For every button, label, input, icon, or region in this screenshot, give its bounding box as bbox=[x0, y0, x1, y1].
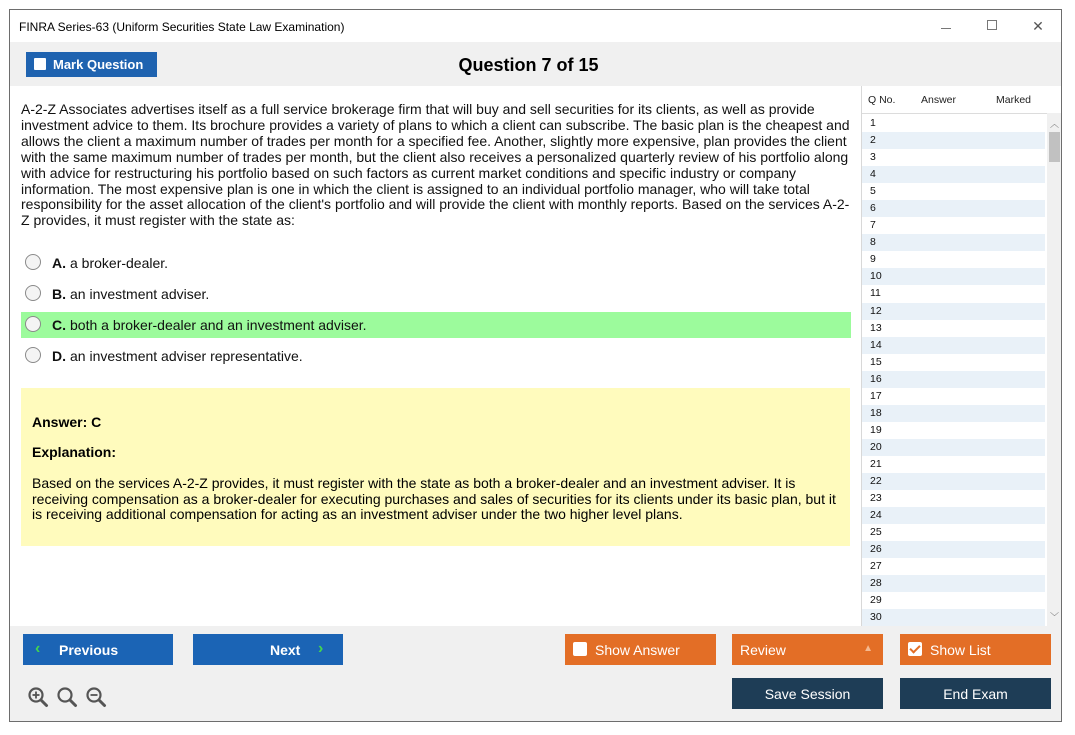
question-text: A-2-Z Associates advertises itself as a full service brokerage firm that will buy and sell securities for its clients, as well as provide investment advice to them. Its brochure provides a variety of plans to which a client can subscribe. The basic plan is the cheapest and allows the client a maximum number of trades per month for a specified fee. Another, slightly more expensive, plan provides the client with the same maximum number of trades per month, but the client also receives a personalized quarterly review of his portfolio along with advice for restructuring his portfolio based on such factors as current market conditions and specific industry or company information. The most expensive plan is one in which the client is assigned to an individual portfolio manager, who will take total responsibility for the asset allocation of the client's portfolio and will provide the client with monthly reports. Based on the services A-2-Z provides, it must register with the state as: bbox=[21, 101, 850, 229]
option-text: a broker-dealer. bbox=[70, 255, 169, 271]
question-list-row[interactable]: 14 bbox=[862, 337, 1045, 354]
show-list-button[interactable] bbox=[900, 634, 1051, 665]
question-list-row[interactable]: 17 bbox=[862, 388, 1045, 405]
question-list-row[interactable]: 22 bbox=[862, 473, 1045, 490]
answer-label: Answer: C bbox=[32, 414, 102, 430]
question-list-row[interactable]: 28 bbox=[862, 575, 1045, 592]
question-list-row[interactable]: 15 bbox=[862, 354, 1045, 371]
question-list-row[interactable]: 3 bbox=[862, 149, 1045, 166]
option-letter: D. bbox=[52, 348, 66, 364]
question-list-row[interactable]: 26 bbox=[862, 541, 1045, 558]
review-dropdown[interactable] bbox=[732, 634, 883, 665]
save-session-label: Save Session bbox=[764, 686, 851, 702]
answer-header: Answer bbox=[921, 94, 957, 106]
question-list-row[interactable]: 21 bbox=[862, 456, 1045, 473]
question-list-row[interactable]: 9 bbox=[862, 251, 1045, 268]
close-button[interactable] bbox=[1027, 16, 1049, 36]
option-letter: C. bbox=[52, 317, 66, 333]
option-text: an investment adviser representative. bbox=[70, 348, 303, 364]
show-answer-checkbox[interactable] bbox=[573, 642, 587, 656]
question-list-row[interactable]: 7 bbox=[862, 217, 1045, 234]
question-list-rows bbox=[862, 115, 1045, 626]
window-title: FINRA Series-63 (Uniform Securities State Law Examination) bbox=[19, 20, 345, 34]
question-list-header bbox=[862, 86, 1062, 114]
next-button[interactable] bbox=[193, 634, 343, 665]
chevron-left-icon: ‹ bbox=[35, 640, 41, 657]
marked-header: Marked bbox=[996, 94, 1032, 106]
explanation-text: Based on the services A-2-Z provides, it must register with the state as both a broker-dealer and an investment adviser. It is receiving compensation as a broker-dealer for executing purchases and sales of securities for its clients under its basic plan, but it is receiving additional compensation for acting as an investment adviser under the two higher level plans. bbox=[32, 475, 836, 523]
question-list-row[interactable]: 10 bbox=[862, 268, 1045, 285]
minimize-icon bbox=[941, 28, 951, 29]
option-c[interactable] bbox=[21, 312, 851, 338]
explanation-label: Explanation: bbox=[32, 444, 117, 460]
question-list-row[interactable]: 6 bbox=[862, 200, 1045, 217]
question-list-row[interactable]: 18 bbox=[862, 405, 1045, 422]
option-letter: A. bbox=[52, 255, 66, 271]
question-list-row[interactable]: 23 bbox=[862, 490, 1045, 507]
show-list-checkbox[interactable] bbox=[908, 642, 922, 656]
question-list-row[interactable]: 29 bbox=[862, 592, 1045, 609]
option-text: both a broker-dealer and an investment adviser. bbox=[70, 317, 367, 333]
save-session-button[interactable] bbox=[732, 678, 883, 709]
previous-label: Previous bbox=[59, 642, 119, 658]
question-counter: Question 7 of 15 bbox=[458, 55, 599, 75]
maximize-icon bbox=[987, 20, 997, 30]
app-window bbox=[9, 9, 1062, 722]
question-list-row[interactable]: 27 bbox=[862, 558, 1045, 575]
zoom-out-icon[interactable] bbox=[85, 686, 107, 708]
title-bar bbox=[10, 10, 1061, 42]
qno-header: Q No. bbox=[868, 94, 896, 106]
question-list-row[interactable]: 25 bbox=[862, 524, 1045, 541]
answer-explanation-box bbox=[21, 388, 850, 546]
close-icon: ✕ bbox=[1032, 18, 1044, 34]
question-list-row[interactable]: 16 bbox=[862, 371, 1045, 388]
option-letter: B. bbox=[52, 286, 66, 302]
option-text: an investment adviser. bbox=[70, 286, 210, 302]
next-label: Next bbox=[270, 642, 301, 658]
option-d[interactable] bbox=[21, 343, 851, 369]
question-list-row[interactable]: 8 bbox=[862, 234, 1045, 251]
option-a[interactable] bbox=[21, 250, 851, 276]
radio-button[interactable] bbox=[25, 254, 41, 270]
show-list-label: Show List bbox=[930, 642, 991, 658]
show-answer-button[interactable] bbox=[565, 634, 716, 665]
question-panel bbox=[10, 86, 861, 626]
minimize-button[interactable] bbox=[935, 16, 957, 36]
chevron-right-icon: › bbox=[318, 640, 324, 657]
question-list-row[interactable]: 13 bbox=[862, 320, 1045, 337]
question-list-row[interactable]: 30 bbox=[862, 609, 1045, 626]
question-list-row[interactable]: 1 bbox=[862, 115, 1045, 132]
maximize-button[interactable] bbox=[981, 16, 1003, 36]
question-list-row[interactable]: 20 bbox=[862, 439, 1045, 456]
question-list-row[interactable]: 12 bbox=[862, 303, 1045, 320]
question-list-scrollbar[interactable] bbox=[1047, 113, 1062, 626]
question-list-row[interactable]: 19 bbox=[862, 422, 1045, 439]
dropdown-caret-icon: ▲ bbox=[863, 643, 873, 654]
scroll-thumb[interactable] bbox=[1049, 132, 1060, 162]
question-list-row[interactable]: 24 bbox=[862, 507, 1045, 524]
radio-button[interactable] bbox=[25, 316, 41, 332]
question-list-row[interactable]: 2 bbox=[862, 132, 1045, 149]
question-list-panel bbox=[861, 86, 1062, 626]
scroll-up-icon[interactable]: ︿ bbox=[1049, 119, 1059, 129]
previous-button[interactable] bbox=[23, 634, 173, 665]
question-list-row[interactable]: 5 bbox=[862, 183, 1045, 200]
end-exam-label: End Exam bbox=[943, 686, 1008, 702]
option-b[interactable] bbox=[21, 281, 851, 307]
zoom-reset-icon[interactable] bbox=[56, 686, 78, 708]
radio-button[interactable] bbox=[25, 285, 41, 301]
mark-question-label: Mark Question bbox=[53, 57, 144, 72]
question-list-row[interactable]: 11 bbox=[862, 285, 1045, 302]
review-label: Review bbox=[740, 642, 786, 658]
scroll-down-icon[interactable]: ﹀ bbox=[1049, 612, 1059, 622]
show-answer-label: Show Answer bbox=[595, 642, 680, 658]
end-exam-button[interactable] bbox=[900, 678, 1051, 709]
question-list-row[interactable]: 4 bbox=[862, 166, 1045, 183]
radio-button[interactable] bbox=[25, 347, 41, 363]
zoom-in-icon[interactable] bbox=[27, 686, 49, 708]
